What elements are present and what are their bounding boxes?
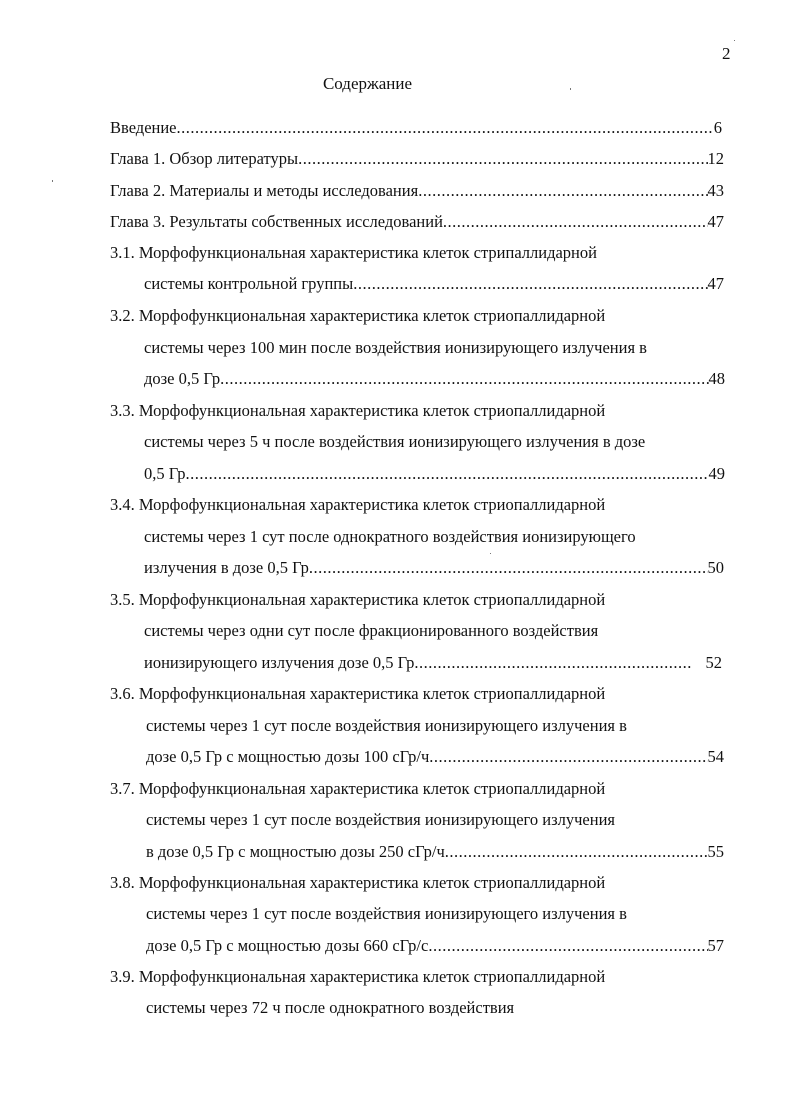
toc-entry-page: 57 — [707, 936, 724, 955]
toc-entry-label: дозе 0,5 Гр — [144, 369, 221, 388]
scan-speck — [570, 88, 571, 90]
toc-entry-last-line — [144, 652, 722, 674]
toc-entry-introduction[interactable] — [110, 117, 722, 139]
toc-entry-chapter-3[interactable] — [110, 211, 724, 233]
toc-entry-page: 55 — [707, 842, 724, 861]
toc-entry-page: 12 — [707, 149, 724, 168]
scan-speck — [52, 180, 53, 182]
toc-entry-page: 54 — [707, 747, 724, 766]
toc-entry-chapter-2[interactable] — [110, 180, 724, 202]
toc-entry-first-line — [110, 589, 605, 611]
toc-entry-label: Морфофункциональная характеристика клеток стриопаллидарной — [138, 779, 606, 798]
toc-entry-last-line — [146, 935, 724, 957]
leader-dots — [445, 841, 708, 863]
toc-entry-label: Морфофункциональная характеристика клеток стриопаллидарной — [138, 967, 606, 986]
toc-entry-last-line — [144, 463, 725, 485]
toc-entry-middle-line: системы через 1 сут после воздействия ионизирующего излучения в — [146, 716, 627, 735]
toc-entry-number: 3.4. — [110, 495, 135, 514]
toc-entry-middle-line: системы через 5 ч после воздействия ионизирующего излучения в дозе — [144, 432, 646, 451]
leader-dots — [414, 652, 691, 674]
toc-entry-first-line — [110, 494, 605, 516]
scan-speck — [490, 553, 491, 554]
toc-entry-page: 43 — [707, 181, 724, 200]
toc-title: Содержание — [322, 74, 413, 93]
toc-entry-first-line — [110, 966, 605, 988]
leader-dots — [177, 117, 714, 139]
toc-entry-page: 48 — [708, 369, 725, 388]
toc-entry-label: Морфофункциональная характеристика клеток стриопаллидарной — [138, 401, 606, 420]
toc-entry-number: 3.6. — [110, 684, 135, 703]
toc-entry-label: Морфофункциональная характеристика клеток стриопаллидарной — [138, 306, 606, 325]
toc-entry-label: Морфофункциональная характеристика клеток стрипаллидарной — [138, 243, 597, 262]
toc-entry-page: 47 — [707, 274, 724, 293]
toc-entry-last-line — [146, 841, 724, 863]
toc-entry-middle-line: системы через 1 сут после однократного воздействия ионизирующего — [144, 527, 636, 546]
toc-entry-number: 3.2. — [110, 306, 135, 325]
toc-entry-page: 49 — [708, 464, 725, 483]
toc-entry-number: 3.3. — [110, 401, 135, 420]
toc-entry-last-line — [144, 368, 725, 390]
toc-entry-label: излучения в дозе 0,5 Гр — [144, 558, 309, 577]
toc-entry-middle-line: системы через 1 сут после воздействия ионизирующего излучения — [146, 810, 615, 829]
leader-dots — [418, 180, 707, 202]
toc-entry-number: 3.8. — [110, 873, 135, 892]
toc-entry-page: 52 — [705, 653, 722, 672]
toc-entry-middle-line: системы через 1 сут после воздействия ионизирующего излучения в — [146, 904, 627, 923]
leader-dots — [353, 273, 707, 295]
leader-dots — [220, 368, 708, 390]
toc-entry-label: Глава 1. Обзор литературы — [110, 149, 299, 168]
toc-entry-label: Введение — [110, 118, 177, 137]
toc-entry-last-line — [146, 746, 724, 768]
toc-entry-first-line — [110, 778, 605, 800]
toc-entry-label: Морфофункциональная характеристика клеток стриопаллидарной — [138, 684, 606, 703]
toc-entry-label: дозе 0,5 Гр с мощностью дозы 660 сГр/с — [146, 936, 429, 955]
toc-entry-page: 50 — [707, 558, 724, 577]
toc-entry-last-line — [144, 273, 724, 295]
toc-entry-label: в дозе 0,5 Гр с мощностыю дозы 250 сГр/ч — [146, 842, 445, 861]
toc-entry-middle-line: системы через 100 мин после воздействия ионизирующего излучения в — [144, 338, 647, 357]
toc-entry-first-line — [110, 872, 605, 894]
toc-entry-first-line — [110, 683, 605, 705]
toc-entry-label: дозе 0,5 Гр с мощностью дозы 100 сГр/ч — [146, 747, 430, 766]
toc-entry-label: ионизирующего излучения дозе 0,5 Гр — [144, 653, 415, 672]
toc-entry-last-line — [144, 557, 724, 579]
toc-entry-label: Морфофункциональная характеристика клеток стриопаллидарной — [138, 495, 606, 514]
toc-entry-label: Глава 2. Материалы и методы исследования — [110, 181, 419, 200]
scan-speck — [734, 40, 735, 41]
toc-entry-middle-line: системы через 72 ч после однократного воздействия — [146, 998, 515, 1017]
toc-entry-first-line — [110, 242, 597, 264]
toc-entry-label: системы контрольной группы — [144, 274, 354, 293]
toc-entry-first-line — [110, 400, 605, 422]
toc-entry-label: 0,5 Гр — [144, 464, 186, 483]
leader-dots — [298, 148, 707, 170]
toc-entry-page: 47 — [707, 212, 724, 231]
toc-entry-page: 6 — [713, 118, 722, 137]
page-number: 2 — [722, 44, 731, 63]
toc-entry-first-line — [110, 305, 605, 327]
toc-entry-label: Морфофункциональная характеристика клеток стриопаллидарной — [138, 873, 606, 892]
toc-entry-label: Глава 3. Результаты собственных исследований — [110, 212, 443, 231]
toc-entry-number: 3.9. — [110, 967, 135, 986]
toc-entry-label: Морфофункциональная характеристика клеток стриопаллидарной — [138, 590, 606, 609]
toc-entry-number: 3.1. — [110, 243, 135, 262]
leader-dots — [443, 211, 708, 233]
leader-dots — [428, 935, 707, 957]
leader-dots — [186, 463, 709, 485]
toc-entry-number: 3.7. — [110, 779, 135, 798]
leader-dots — [429, 746, 707, 768]
toc-entry-chapter-1[interactable] — [110, 148, 724, 170]
leader-dots — [309, 557, 708, 579]
toc-entry-middle-line: системы через одни сут после фракционированного воздействия — [144, 621, 599, 640]
toc-entry-number: 3.5. — [110, 590, 135, 609]
